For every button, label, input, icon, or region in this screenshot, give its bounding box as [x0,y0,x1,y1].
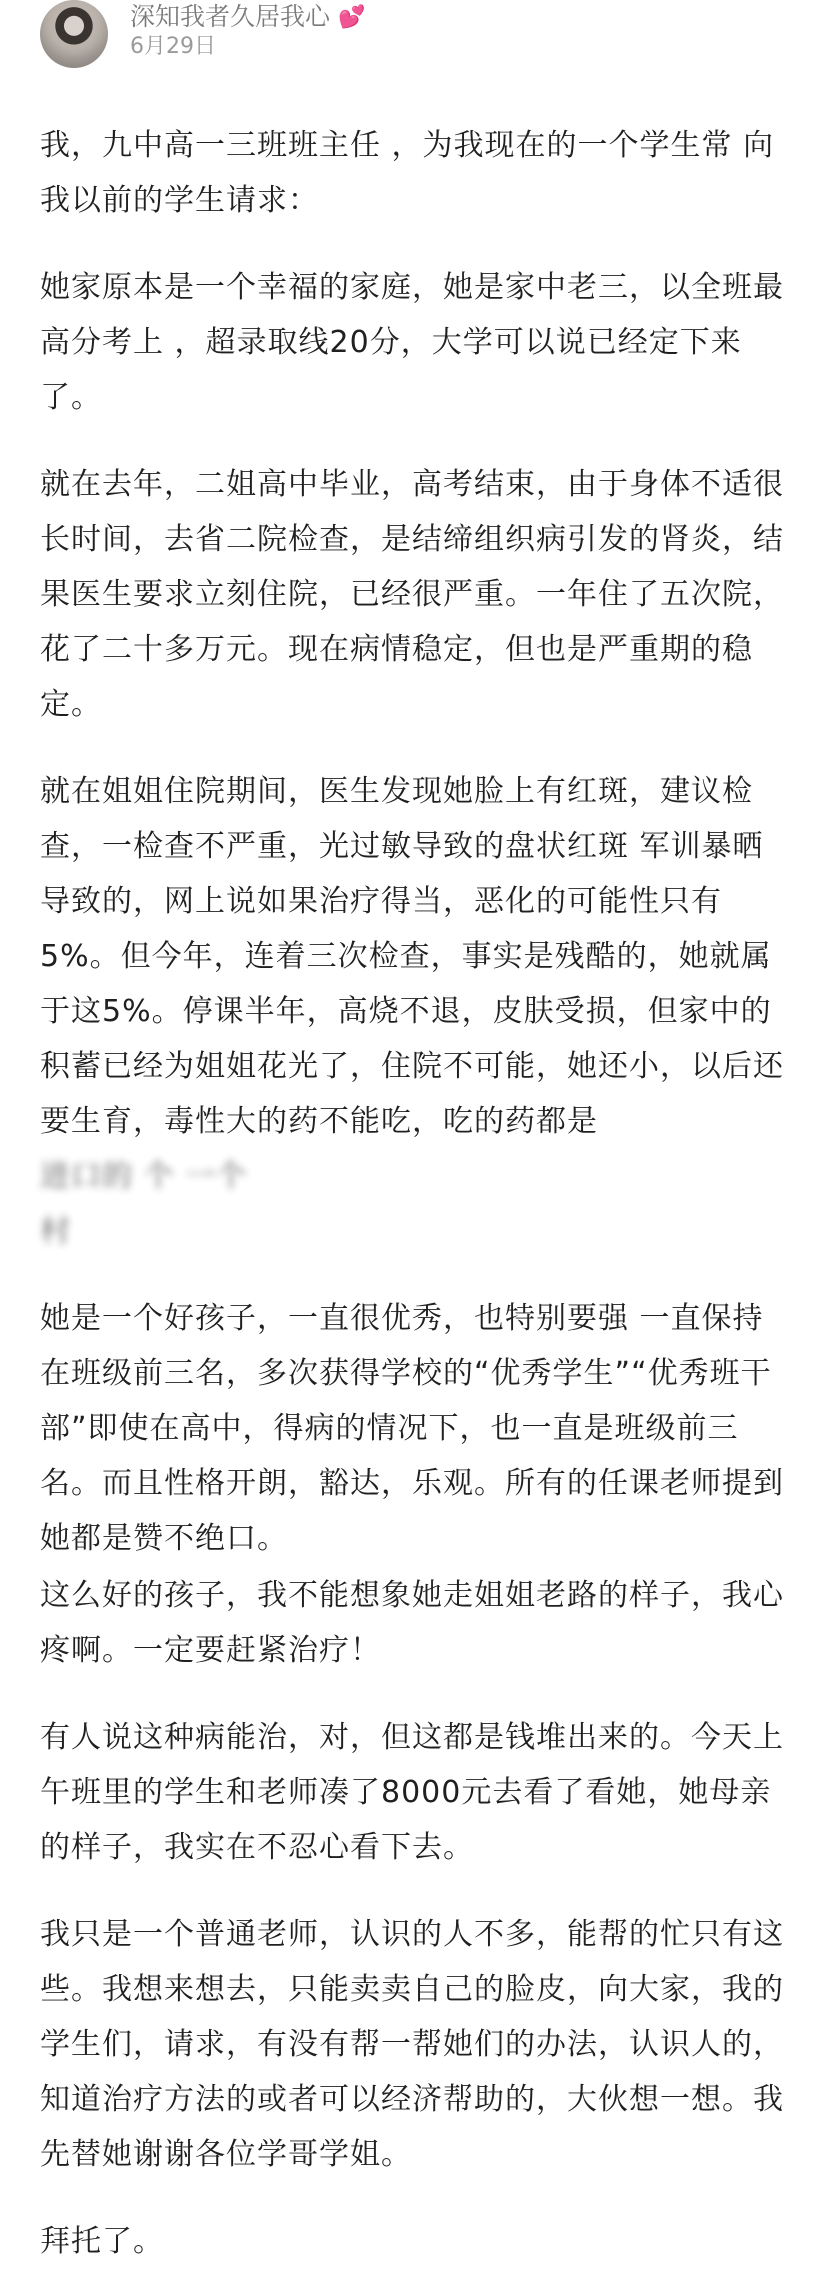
paragraph-6: 这么好的孩子，我不能想象她走姐姐老路的样子，我心疼啊。一定要赶紧治疗！ [40,1578,784,1668]
avatar[interactable] [40,0,108,68]
paragraph-3: 就在去年，二姐高中毕业，高考结束，由于身体不适很长时间，去省二院检查，是结缔组织病引发的肾炎，结果医生要求立刻住院，已经很严重。一年住了五次院，花了二十多万元。现在病情稳定，但也是严重期的稳定。 [40,467,784,722]
author-name-text: 深知我者久居我心 [130,2,331,31]
obscured-line-1: 进口的 个 一个 [40,1159,248,1194]
author-name[interactable] [130,2,365,33]
paragraph-9: 拜托了。 [40,2224,164,2259]
obscured-line-2: 村 [40,1214,71,1249]
post-date: 6月29日 [130,34,216,59]
paragraph-4: 就在姐姐住院期间，医生发现她脸上有红斑，建议检查，一检查不严重，光过敏导致的盘状红斑 军训暴晒导致的，网上说如果治疗得当，恶化的可能性只有5%。但今年，连着三次检查，事实是残酷的，她就属于这5%。停课半年，高烧不退，皮肤受损，但家中的积蓄已经为姐姐花光了，住院不可能，她还小，以后还要生育，毒性大的药不能吃，吃的药都是 [40,774,784,1139]
paragraph-2: 她家原本是一个幸福的家庭，她是家中老三，以全班最高分考上 ，超录取线20分，大学可以说已经定下来了。 [40,270,784,415]
heart-icon: 💕 [337,5,366,30]
post-header [0,0,828,88]
paragraph-5: 她是一个好孩子，一直很优秀，也特别要强 一直保持在班级前三名，多次获得学校的“优秀学生”“优秀班干部”即使在高中，得病的情况下，也一直是班级前三名。而且性格开朗，豁达，乐观。所有的任课老师提到她都是赞不绝口。 [40,1301,784,1556]
paragraph-8: 我只是一个普通老师，认识的人不多，能帮的忙只有这些。我想来想去，只能卖卖自己的脸皮，向大家，我的学生们，请求，有没有帮一帮她们的办法，认识人的，知道治疗方法的或者可以经济帮助的，大伙想一想。我先替她谢谢各位学哥学姐。 [40,1917,784,2172]
article-body [40,118,792,2269]
paragraph-7: 有人说这种病能治，对，但这都是钱堆出来的。今天上午班里的学生和老师凑了8000元去看了看她，她母亲的样子，我实在不忍心看下去。 [40,1720,784,1865]
paragraph-1: 我，九中高一三班班主任 ，为我现在的一个学生常 向我以前的学生请求： [40,128,775,218]
